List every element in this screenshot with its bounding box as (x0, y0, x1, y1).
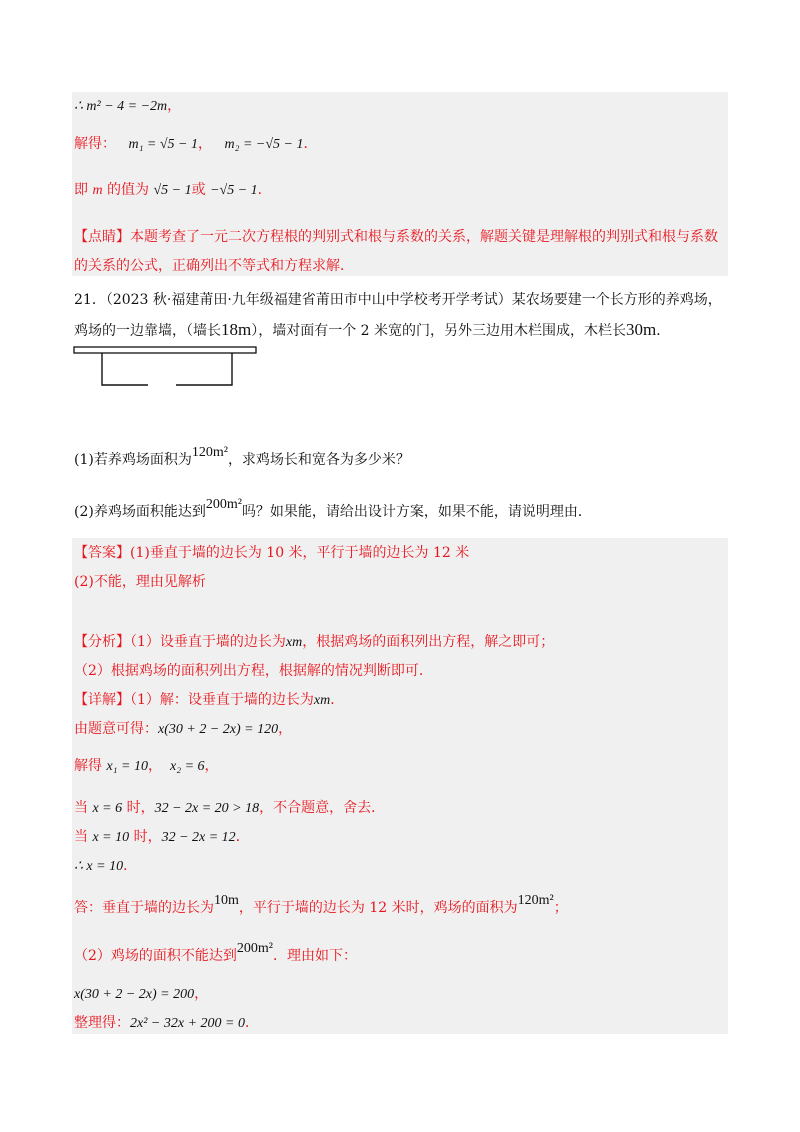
problem-21-line-1: 21．（2023 秋·福建莆田·九年级福建省莆田市中山中学校考开学考试）某农场要建一个长方形的养鸡场， (74, 292, 722, 308)
detail-line-2: 由题意可得：x(30 + 2 − 2x) = 120， (74, 721, 293, 737)
detail-line-7: 答：垂直于墙的边长为10m，平行于墙的边长为 12 米时，鸡场的面积为120m²； (74, 893, 568, 916)
detail-line-9: x(30 + 2 − 2x) = 200， (74, 986, 209, 1002)
comment-line-2: 的关系的公式，正确列出不等式和方程求解． (74, 258, 354, 274)
line-solve-m: 解得： m₁ = √5 − 1， m₂ = −√5 − 1． (74, 136, 318, 152)
answer-line-2: (2)不能，理由见解析 (74, 574, 206, 590)
detail-line-4: 当 x = 6 时，32 − 2x = 20 > 18，不合题意，舍去． (74, 800, 386, 816)
question-1: (1)若养鸡场面积为120m²，求鸡场长和宽各为多少米？ (74, 445, 410, 468)
detail-line-5: 当 x = 10 时，32 − 2x = 12． (74, 829, 250, 845)
fence-right (176, 353, 232, 385)
fence-left (102, 353, 148, 385)
question-2: (2)养鸡场面积能达到200m²吗？如果能，请给出设计方案，如果不能，请说明理由． (74, 497, 592, 520)
detail-line-10: 整理得：2x² − 32x + 200 = 0． (74, 1015, 259, 1031)
detail-line-8: （2）鸡场的面积不能达到200m²．理由如下： (74, 941, 358, 964)
detail-line-3: 解得 x₁ = 10， x₂ = 6， (74, 758, 219, 774)
wall-rect (74, 347, 256, 353)
chicken-farm-diagram (70, 342, 270, 394)
detail-line-1: 【详解】（1）解：设垂直于墙的边长为xm． (74, 692, 345, 708)
analysis-line-1: 【分析】（1）设垂直于墙的边长为xm，根据鸡场的面积列出方程，解之即可； (74, 634, 555, 650)
comment-line-1: 【点睛】本题考查了一元二次方程根的判别式和根与系数的关系，解题关键是理解根的判别式和根与系数 (74, 229, 718, 245)
line-m-equation: ∴ m² − 4 = −2m， (74, 98, 182, 114)
line-m-values: 即 m 的值为 √5 − 1或 −√5 − 1． (74, 182, 272, 198)
problem-21-line-2: 鸡场的一边靠墙，（墙长18m），墙对面有一个 2 米宽的门，另外三边用木栏围成，木栏长30m． (74, 320, 671, 339)
detail-line-6: ∴ x = 10． (74, 858, 138, 874)
answer-line-1: 【答案】(1)垂直于墙的边长为 10 米，平行于墙的边长为 12 米 (74, 545, 470, 561)
analysis-line-2: （2）根据鸡场的面积列出方程，根据解的情况判断即可． (74, 663, 433, 679)
